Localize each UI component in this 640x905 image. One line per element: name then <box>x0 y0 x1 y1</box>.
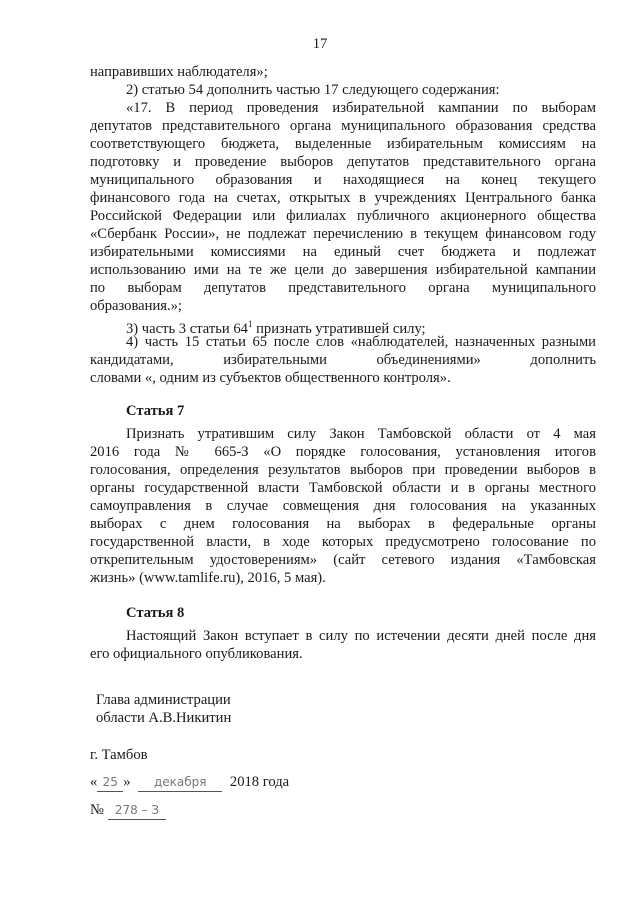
date-open-quote: « <box>90 774 98 790</box>
text-line: органы государственной власти Тамбовской области и в органы местного <box>90 480 596 496</box>
text-line: муниципального образования и находящиеся на конец текущего <box>90 172 596 188</box>
text-line: соответствующего бюджета, выделенные избирательным комиссиям на <box>90 136 596 152</box>
signatory-name: области А.В.Никитин <box>96 710 232 726</box>
date-year: 2018 года <box>229 774 290 790</box>
text-line: Настоящий Закон вступает в силу по истечении десяти дней после дня <box>126 628 596 644</box>
text-line: депутатов представительного органа муниципального образования средства <box>90 118 596 134</box>
article-7-heading: Статья 7 <box>126 403 185 419</box>
text-line: словами «, одним из субъектов общественного контроля». <box>90 370 451 386</box>
text-line: Российской Федерации или филиалах публичного акционерного общества <box>90 208 596 224</box>
text-line: «17. В период проведения избирательной кампании по выборам <box>126 100 596 116</box>
item-3-after: признать утратившей силу; <box>252 320 426 337</box>
text-line: финансового года на счетах, открытых в учреждениях Центрального банка <box>90 190 596 206</box>
document-number-line <box>90 801 166 820</box>
text-line: открепительным удостоверениям» (сайт сетевого издания «Тамбовская <box>90 552 596 568</box>
text-line: «Сбербанк России», не подлежат перечислению в текущем финансовом году <box>90 226 596 242</box>
number-sign: № <box>90 802 104 818</box>
date-month-handwritten: декабря <box>138 773 222 792</box>
text-line: направивших наблюдателя»; <box>90 64 268 80</box>
text-line: по выборам депутатов представительного органа муниципального <box>90 280 596 296</box>
text-line: жизнь» (www.tamlife.ru), 2016, 5 мая). <box>90 570 326 586</box>
city-line: г. Тамбов <box>90 747 148 763</box>
text-line: использованию ими на те же цели до завершения избирательной кампании <box>90 262 596 278</box>
item-3-before: 3) часть 3 статьи 64 <box>126 320 248 337</box>
text-line: образования.»; <box>90 298 182 314</box>
signatory-title: Глава администрации <box>96 692 231 708</box>
article-8-heading: Статья 8 <box>126 605 185 621</box>
text-line: выборах с днем голосования на выборах в федеральные органы <box>90 516 596 532</box>
page-number: 17 <box>312 36 328 52</box>
text-line: Признать утратившим силу Закон Тамбовской области от 4 мая <box>126 426 596 442</box>
text-line: кандидатами, избирательными объединениями» дополнить <box>90 352 596 368</box>
document-number-handwritten: 278 – З <box>108 801 166 820</box>
text-line: подготовку и проведение выборов депутатов представительного органа <box>90 154 596 170</box>
text-line: самоуправления в случае совмещения дня голосования на указанных <box>90 498 596 514</box>
item-3-superscript: 1 <box>247 319 253 329</box>
text-line: 2016 года № 665-З «О порядке голосования, установления итогов <box>90 444 596 460</box>
text-line: государственной власти, в ходе которых предусмотрено голосование по <box>90 534 596 550</box>
date-day-handwritten: 25 <box>97 773 123 792</box>
text-line: 2) статью 54 дополнить частью 17 следующего содержания: <box>126 82 500 98</box>
date-line <box>90 773 289 792</box>
text-line: избирательными комиссиями на единый счет бюджета и подлежат <box>90 244 596 260</box>
text-line: его официального опубликования. <box>90 646 303 662</box>
date-close-quote: » <box>123 774 131 790</box>
text-line: голосования, определения результатов выборов при проведении выборов в <box>90 462 596 478</box>
text-line: 4) часть 15 статьи 65 после слов «наблюдателей, назначенных разными <box>126 334 596 350</box>
